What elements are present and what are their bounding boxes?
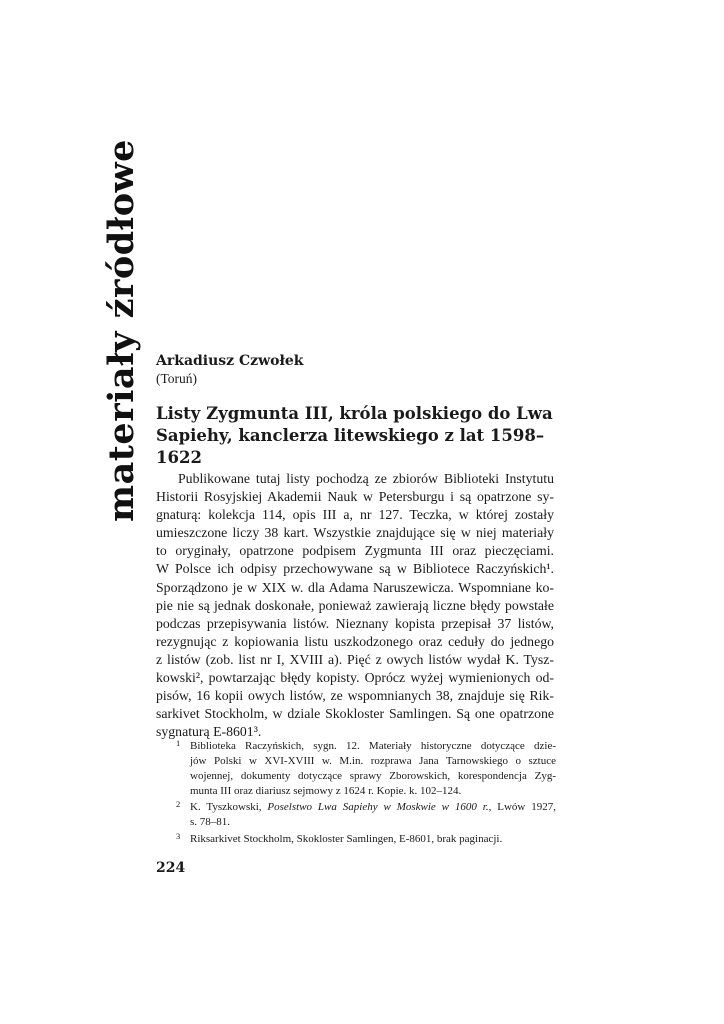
footnote (176, 739, 556, 799)
footnote-line: wojennej, dokumenty dotyczące sprawy Zborowskich, korespondencja Zyg- (190, 770, 556, 783)
body-line: z listów (zob. list nr I, XVIII a). Pięć z owych listów wydał K. Tysz- (156, 651, 554, 667)
section-label-text: materiały źródłowe (100, 138, 142, 522)
author-affiliation: (Toruń) (156, 371, 198, 386)
footnote-line: Biblioteka Raczyńskich, sygn. 12. Materiały historyczne dotyczące dzie- (190, 740, 556, 752)
cited-work-title: Poselstwo Lwa Sapiehy w Moskwie w 1600 r. (267, 801, 489, 814)
page-number: 224 (156, 860, 186, 876)
body-line: W Polsce ich odpisy przechowywane są w Bibliotece Raczyńskich¹. (156, 561, 554, 577)
body-line: rezygnując z kopiowania listu uszkodzonego oraz ceduły do jednego (156, 633, 554, 649)
article-author: Arkadiusz Czwołek (156, 353, 304, 369)
footnote-line: jów Polski w XVI-XVIII w. M.in. rozprawa Jana Tarnowskiego o sztuce (190, 755, 556, 768)
footnote-text: , Lwów 1927, (488, 801, 557, 814)
footnote-line: s. 78–81. (190, 816, 231, 829)
body-line: pie nie są jednak doskonałe, ponieważ zawierają liczne błędy powstałe (156, 597, 554, 613)
footnote-line: Riksarkivet Stockholm, Skokloster Samlingen, E-8601, brak paginacji. (190, 832, 503, 845)
body-line: podczas przepisywania listów. Nieznany kopista przepisał 37 listów, (156, 615, 554, 631)
footnote-number: 3 (176, 830, 181, 841)
footnote-text: K. Tyszkowski, (190, 801, 268, 814)
body-line: Historii Rosyjskiej Akademii Nauk w Petersburgu i są opatrzone sy- (156, 489, 554, 505)
footnote (176, 832, 556, 847)
article-body (156, 470, 554, 741)
footnotes (176, 739, 556, 848)
article-title (156, 403, 566, 469)
footnote-line (190, 800, 556, 815)
footnote-line: munta III oraz diariusz sejmowy z 1624 r. Kopie. k. 102–124. (190, 785, 462, 798)
body-line: pisów, 16 kopii owych listów, ze wspomnianych 38, znajduje się Rik- (156, 688, 554, 704)
body-line: to oryginały, opatrzone podpisem Zygmunta III oraz pieczęciami. (156, 543, 554, 559)
title-line: Listy Zygmunta III, króla polskiego do Lwa (156, 404, 553, 423)
body-line: umieszczone liczy 38 kart. Wszystkie znajdujące się w niej materiały (156, 525, 554, 541)
section-label (95, 138, 147, 522)
body-line: sarkivet Stockholm, w dziale Skokloster Samlingen. Są one opatrzone (156, 706, 554, 722)
body-line: gnaturą: kolekcja 114, opis III a, nr 127. Teczka, w której zostały (156, 507, 554, 523)
body-line: sygnaturą E-8601³. (156, 724, 262, 740)
body-line: Publikowane tutaj listy pochodzą ze zbiorów Biblioteki Instytutu (178, 471, 554, 486)
footnote-number: 2 (176, 799, 181, 810)
body-line: Sporządzono je w XIX w. dla Adama Naruszewicza. Wspomniane ko- (156, 579, 554, 595)
body-line: kowski², powtarzając błędy kopisty. Oprócz wyżej wymienionych od- (156, 670, 554, 686)
title-line: Sapiehy, kanclerza litewskiego z lat 1598–1622 (156, 426, 545, 467)
footnote (176, 800, 556, 830)
footnote-number: 1 (176, 738, 181, 748)
